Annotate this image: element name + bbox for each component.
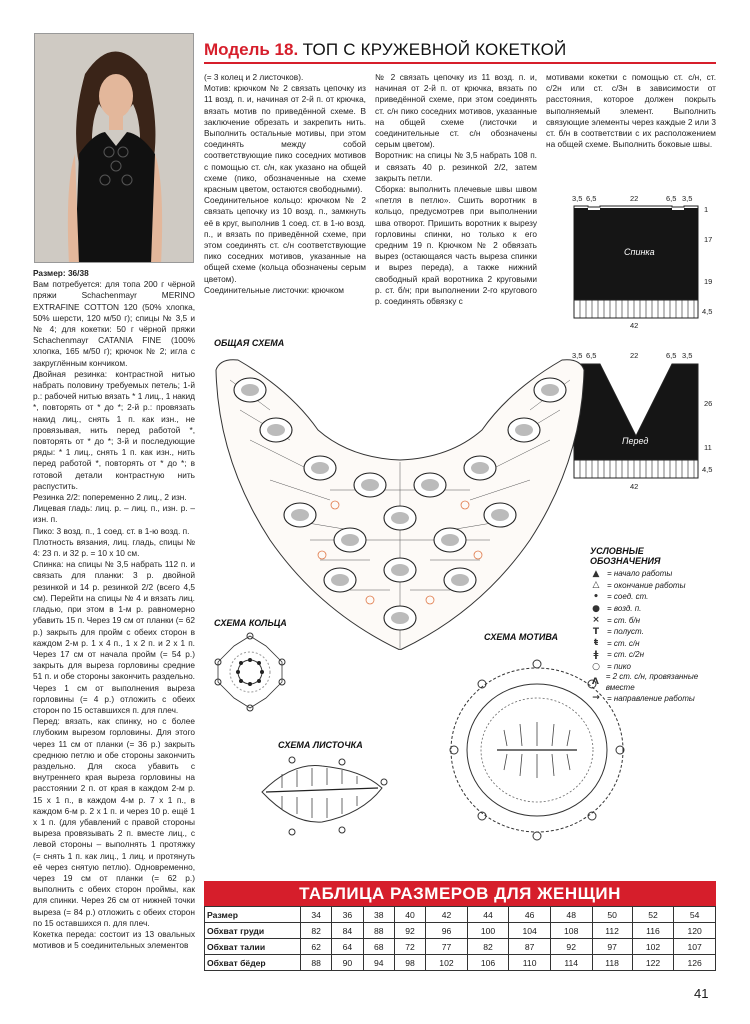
treble-crochet-icon: ǂ — [593, 649, 599, 660]
table-row — [205, 939, 716, 955]
text-column-1 — [33, 268, 195, 951]
paragraph-double-rib: Двойная резинка: контрастной нитью набрать половину требуемых петель; 1-й р.: рабочей нитью вязать * 1 лиц., 1 накид *, повторять от * до *; 2-й р.: провязать накид лиц., снять 1 п. как изн., не провязывая, нить перед работой *, повторять от * до *; 3-й и последующие ряды: * 1 лиц., снять 1 п. как изн., нить перед работой *, повторять от * до *; в готовой детали контрастную нить распустить. — [33, 368, 195, 491]
chain-stitch-icon: ● — [592, 603, 600, 614]
table-cell: 84 — [332, 923, 363, 939]
table-cell: 106 — [467, 955, 509, 971]
table-cell: 114 — [550, 955, 592, 971]
back-dim-bottom: 42 — [630, 321, 639, 330]
front-dim-right-2: 11 — [704, 443, 712, 452]
table-cell: 88 — [301, 955, 332, 971]
motif-diagram — [442, 650, 632, 850]
legend-item-chain: ● = возд. п. — [590, 603, 716, 615]
table-cell: 82 — [467, 939, 509, 955]
table-cell: 44 — [467, 907, 509, 923]
text-column-4 — [546, 72, 716, 150]
ring-diagram — [210, 632, 290, 712]
legend-item-end: △ = окончание работы — [590, 580, 716, 592]
table-cell: 52 — [632, 907, 674, 923]
paragraph-picot: Пико: 3 возд. п., 1 соед. ст. в 1-ю возд. п. — [33, 525, 190, 536]
table-cell: 100 — [467, 923, 509, 939]
table-cell: 110 — [509, 955, 551, 971]
table-cell: 40 — [394, 907, 425, 923]
front-dim-right-3: 4,5 — [702, 465, 713, 474]
table-cell: 64 — [332, 939, 363, 955]
table-cell: 118 — [592, 955, 632, 971]
back-dim-right-4: 4,5 — [702, 307, 713, 316]
general-diagram — [210, 350, 590, 650]
front-dim-right-1: 26 — [704, 399, 713, 408]
legend-item-picot: ○ = пико — [590, 661, 716, 673]
table-cell: 108 — [550, 923, 592, 939]
leaf-diagram-label: СХЕМА ЛИСТОЧКА — [278, 740, 363, 750]
paragraph-rib: Резинка 2/2: попеременно 2 лиц., 2 изн. — [33, 492, 187, 503]
back-label: Спинка — [624, 247, 655, 257]
legend-item-direction: → = направление работы — [590, 692, 716, 704]
front-dim-top-3: 22 — [630, 351, 639, 360]
paragraph-motif: Мотив: крючком № 2 связать цепочку из 11 возд. п. и, начиная от 2-й п. от крючка, вязать мотив по приведённой схеме. В заключение обрезать и закрепить нить. Выполнить остальные мотивы, при этом соединять между собой соответствующие пико соседних мотивов с помощью ст. с/н, как указано на общей схеме (пико, обозначенные на схеме красным цветом, остаются свободными). — [204, 83, 366, 195]
paragraph-gauge: Плотность вязания, лиц. гладь, спицы № 4: 23 п. и 32 р. = 10 х 10 см. — [33, 536, 195, 559]
size-table — [204, 906, 716, 971]
table-cell: 104 — [509, 923, 551, 939]
row-label: Обхват груди — [205, 923, 301, 939]
paragraph-yoke: Кокетка переда: состоит из 13 овальных мотивов и 5 соединительных элементов — [33, 928, 195, 951]
paragraph-stockinette: Лицевая гладь: лиц. р. – лиц. п., изн. р. – изн. п. — [33, 503, 195, 525]
table-cell: 54 — [674, 907, 716, 923]
table-cell: 122 — [632, 955, 674, 971]
motif-diagram-label: СХЕМА МОТИВА — [484, 632, 559, 642]
table-cell: 90 — [332, 955, 363, 971]
paragraph-assembly-cont: мотивами кокетки с помощью ст. с/н, ст. с/2н или ст. с/3н в зависимости от расстояния, которое должен покрыть выполняемый элемент. Выполнить связующие элементы через каждые 2 или 3 ст. б/н в соответствии с их расположением на общей схеме. Выполнить боковые швы. — [546, 72, 716, 150]
size-table-title: ТАБЛИЦА РАЗМЕРОВ ДЛЯ ЖЕНЩИН — [204, 881, 716, 906]
back-dim-right-1: 1 — [704, 205, 709, 214]
text-column-3 — [375, 72, 537, 307]
table-row — [205, 923, 716, 939]
decrease-icon: Λ — [591, 677, 599, 688]
page-number: 41 — [694, 986, 709, 1001]
start-symbol-icon: ▲ — [592, 568, 600, 579]
paragraph-leaf-cont: № 2 связать цепочку из 11 возд. п. и, начиная от 2-й п. от крючка, вязать по приведённой схеме, при этом соединять ст. с/н пико соседних мотивов, указанные на общей схеме (листочки и соединительные ст. с/н обозначены серым цветом). — [375, 72, 537, 150]
table-cell: 62 — [301, 939, 332, 955]
table-cell: 120 — [674, 923, 716, 939]
legend-item-tr: ǂ = ст. с/2н — [590, 649, 716, 661]
row-label: Обхват талии — [205, 939, 301, 955]
table-cell: 88 — [363, 923, 394, 939]
paragraph-continue: (= 3 колец и 2 листочков). — [204, 72, 304, 82]
table-cell: 102 — [426, 955, 468, 971]
table-cell: 82 — [301, 923, 332, 939]
table-cell: 92 — [394, 923, 425, 939]
legend-item-start: ▲ = начало работы — [590, 568, 716, 580]
front-dim-top-5: 3,5 — [682, 351, 693, 360]
table-cell: 94 — [363, 955, 394, 971]
back-dim-top-3: 22 — [630, 194, 639, 203]
table-cell: 116 — [632, 923, 674, 939]
back-schematic — [566, 190, 716, 330]
legend-item-dc: ŧ = ст. с/н — [590, 638, 716, 650]
legend-item-slip: • = соед. ст. — [590, 591, 716, 603]
table-cell: 126 — [674, 955, 716, 971]
legend-title: УСЛОВНЫЕ ОБОЗНАЧЕНИЯ — [590, 546, 661, 566]
paragraph-ring: Соединительное кольцо: крючком № 2 связать цепочку из 10 возд. п., замкнуть её в круг, выполнив 1 соед. ст. в 1-ю возд. п., и вязать по приведённой схеме, при этом соединять ст. с/н соответствующие пико соседних мотивов, указанные на общей схеме (кольца обозначены серым цветом). — [204, 195, 366, 284]
half-double-icon: T — [592, 626, 600, 637]
front-label: Перед — [622, 436, 649, 446]
legend-item-dec: Λ = 2 ст. с/н, провязанные вместе — [591, 672, 699, 693]
row-label: Обхват бёдер — [205, 955, 301, 971]
double-crochet-icon: ŧ — [593, 638, 599, 649]
front-dim-top-1: 3,5 — [572, 351, 583, 360]
leaf-diagram — [252, 752, 392, 842]
paragraph-collar: Воротник: на спицы № 3,5 набрать 108 п. и связать 40 р. резинкой 2/2, затем закрыть петли. — [375, 150, 537, 183]
table-cell: 96 — [426, 923, 468, 939]
table-cell: 97 — [592, 939, 632, 955]
ring-diagram-label: СХЕМА КОЛЬЦА — [214, 618, 287, 628]
back-dim-top-4: 6,5 — [666, 194, 677, 203]
paragraph-size: Размер: 36/38 — [33, 268, 89, 278]
back-dim-top-5: 3,5 — [682, 194, 693, 203]
table-cell: 98 — [394, 955, 425, 971]
table-cell: 102 — [632, 939, 674, 955]
legend-item-hdc: T = полуст. — [590, 626, 716, 638]
paragraph-assembly: Сборка: выполнить плечевые швы швом «петля в петлю». Сшить воротник в кольцо, предусмотрев при выполнении шва отворот. Пришить воротник к вырезу горловины спинки, но только к его средним 19 п. Крючком № 2 обвязать вырез (остающаяся часть выреза спинки и вырез переда), а также нижний свободный край воротника 2 круговыми р. ст. б/н; при выполнении 2-го кругового р. соединять обвязку с — [375, 184, 537, 307]
back-dim-top-1: 3,5 — [572, 194, 583, 203]
table-cell: 50 — [592, 907, 632, 923]
table-cell: 48 — [550, 907, 592, 923]
table-cell: 34 — [301, 907, 332, 923]
table-cell: 46 — [509, 907, 551, 923]
legend-item-sc: × = ст. б/н — [590, 614, 716, 626]
front-dim-bottom: 42 — [630, 482, 639, 491]
table-cell: 77 — [426, 939, 468, 955]
front-dim-top-2: 6,5 — [586, 351, 597, 360]
table-cell: 36 — [332, 907, 363, 923]
table-row — [205, 955, 716, 971]
model-photo — [34, 33, 194, 263]
arrow-right-icon: → — [592, 693, 600, 704]
table-cell: 72 — [394, 939, 425, 955]
single-crochet-icon: × — [592, 615, 600, 626]
table-cell: 92 — [550, 939, 592, 955]
back-dim-right-3: 19 — [704, 277, 713, 286]
back-dim-right-2: 17 — [704, 235, 713, 244]
paragraph-materials: Вам потребуется: для топа 200 г чёрной пряжи Schachenmayr MERINO EXTRAFINE COTTON 120 (50% хлопка, 50% шерсти, 120 м/50 г); спицы № 3,5 и № 4; для кокетки: 50 г чёрной пряжи Schachenmayr CATANIA FINE (100% хлопка, 165 м/50 г); крючок № 2; игла с закруглённым кончиком. — [33, 279, 195, 368]
text-column-2 — [204, 72, 366, 296]
table-cell: 107 — [674, 939, 716, 955]
back-dim-top-2: 6,5 — [586, 194, 597, 203]
end-symbol-icon: △ — [592, 580, 600, 591]
model-number: Модель 18. — [204, 40, 299, 59]
row-label: Размер — [205, 907, 301, 923]
paragraph-back: Спинка: на спицы № 3,5 набрать 112 п. и связать для планки: 3 р. двойной резинкой и 14 р. резинкой 2/2 (всего 4,5 см). Перейти на спицы № 4 и вязать лиц. гладью, при этом в 1-м р. равномерно убавить 15 п. Через 19 см от планки (= 62 р.) закрыть для пройм с обеих сторон в каждом 2-м р. 1 х 4 п., 1 х 2 п. и 2 х 1 п. Через 17 см от начала пройм (= 54 р.) закрыть для выреза горловины средние 51 п. и обе стороны закончить раздельно. Через 1 см от выполнения выреза горловины (= 4 р.) отложить с обеих сторон по 15 оставшихся п. для плеч. — [33, 559, 195, 715]
table-cell: 38 — [363, 907, 394, 923]
table-row — [205, 907, 716, 923]
table-cell: 68 — [363, 939, 394, 955]
title-text: ТОП С КРУЖЕВНОЙ КОКЕТКОЙ — [302, 40, 567, 59]
table-cell: 87 — [509, 939, 551, 955]
table-cell: 112 — [592, 923, 632, 939]
front-dim-top-4: 6,5 — [666, 351, 677, 360]
table-cell: 42 — [426, 907, 468, 923]
slip-stitch-icon: • — [593, 591, 599, 602]
general-diagram-label: ОБЩАЯ СХЕМА — [214, 338, 285, 348]
paragraph-leaf: Соединительные листочки: крючком — [204, 284, 345, 295]
article-title — [204, 40, 716, 64]
paragraph-front: Перед: вязать, как спинку, но с более глубоким вырезом горловины. Для этого через 11 см от планки (= 36 р.) закрыть среднюю петлю и обе стороны закончить раздельно. Для скоса убавить с внутреннего края выреза горловины на расстоянии 2 п. от края в каждом 2-м р. 15 х 1 п., в каждом 4-м р. 7 х 1 п., в каждом 6-м р. 2 х 1 п. и через 10 р. ещё 1 х 1 п. (для убавлений с правой стороны выреза провязывать 2 п. вместе лиц., с левой стороны – выполнять 1 протяжку (= снять 1 п. как лиц., 1 лиц. и протянуть её через снятую петлю). Одновременно, через 19 см от планки (= 62 р.) выполнить с обеих сторон проймы, как для спинки. Через 26 см от нижней точки выреза (= 84 р.) отложить с обеих сторон по 15 оставшихся п. для плеч. — [33, 716, 195, 928]
picot-icon: ○ — [592, 661, 600, 672]
